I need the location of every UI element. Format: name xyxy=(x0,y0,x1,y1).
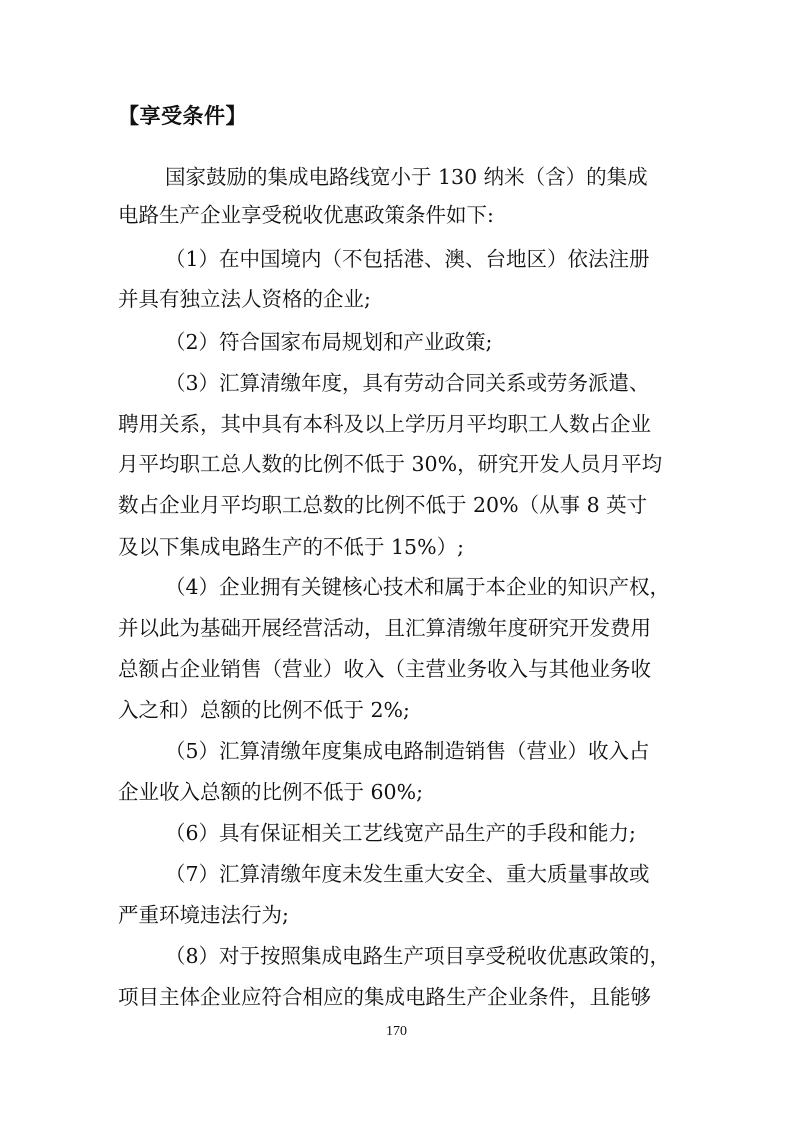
text-line: 及以下集成电路生产的不低于 15%）; xyxy=(118,535,464,559)
section-heading: 【享受条件】 xyxy=(118,104,247,128)
text-line: （8）对于按照集成电路生产项目享受税收优惠政策的， xyxy=(165,944,671,968)
text-line: （5）汇算清缴年度集成电路制造销售（营业）收入占 xyxy=(165,739,650,763)
text-line: 月平均职工总人数的比例不低于 30%，研究开发人员月平均 xyxy=(118,452,663,476)
text-line: 并以此为基础开展经营活动，且汇算清缴年度研究开发费用 xyxy=(118,616,651,640)
text-line: 并具有独立法人资格的企业; xyxy=(118,287,371,311)
text-line: 国家鼓励的集成电路线宽小于 130 纳米（含）的集成 xyxy=(165,165,648,189)
text-line: （4）企业拥有关键核心技术和属于本企业的知识产权， xyxy=(165,575,671,599)
text-line: 严重环境违法行为; xyxy=(118,903,289,927)
text-line: 企业收入总额的比例不低于 60%; xyxy=(118,780,423,804)
text-line: 聘用关系，其中具有本科及以上学历月平均职工人数占企业 xyxy=(118,412,651,436)
text-line: （3）汇算清缴年度，具有劳动合同关系或劳务派遣、 xyxy=(165,371,650,395)
text-line: 入之和）总额的比例不低于 2%; xyxy=(118,698,410,722)
text-line: 电路生产企业享受税收优惠政策条件如下: xyxy=(118,203,494,227)
text-line: （6）具有保证相关工艺线宽产品生产的手段和能力; xyxy=(165,821,636,845)
text-line: （7）汇算清缴年度未发生重大安全、重大质量事故或 xyxy=(165,862,650,886)
text-line: （2）符合国家布局规划和产业政策; xyxy=(165,330,493,354)
text-line: 项目主体企业应符合相应的集成电路生产企业条件，且能够 xyxy=(118,985,651,1009)
text-line: （1）在中国境内（不包括港、澳、台地区）依法注册 xyxy=(165,247,650,271)
page-number: 170 xyxy=(386,1024,407,1039)
text-line: 数占企业月平均职工总数的比例不低于 20%（从事 8 英寸 xyxy=(118,493,648,517)
text-line: 总额占企业销售（营业）收入（主营业务收入与其他业务收 xyxy=(118,657,651,681)
